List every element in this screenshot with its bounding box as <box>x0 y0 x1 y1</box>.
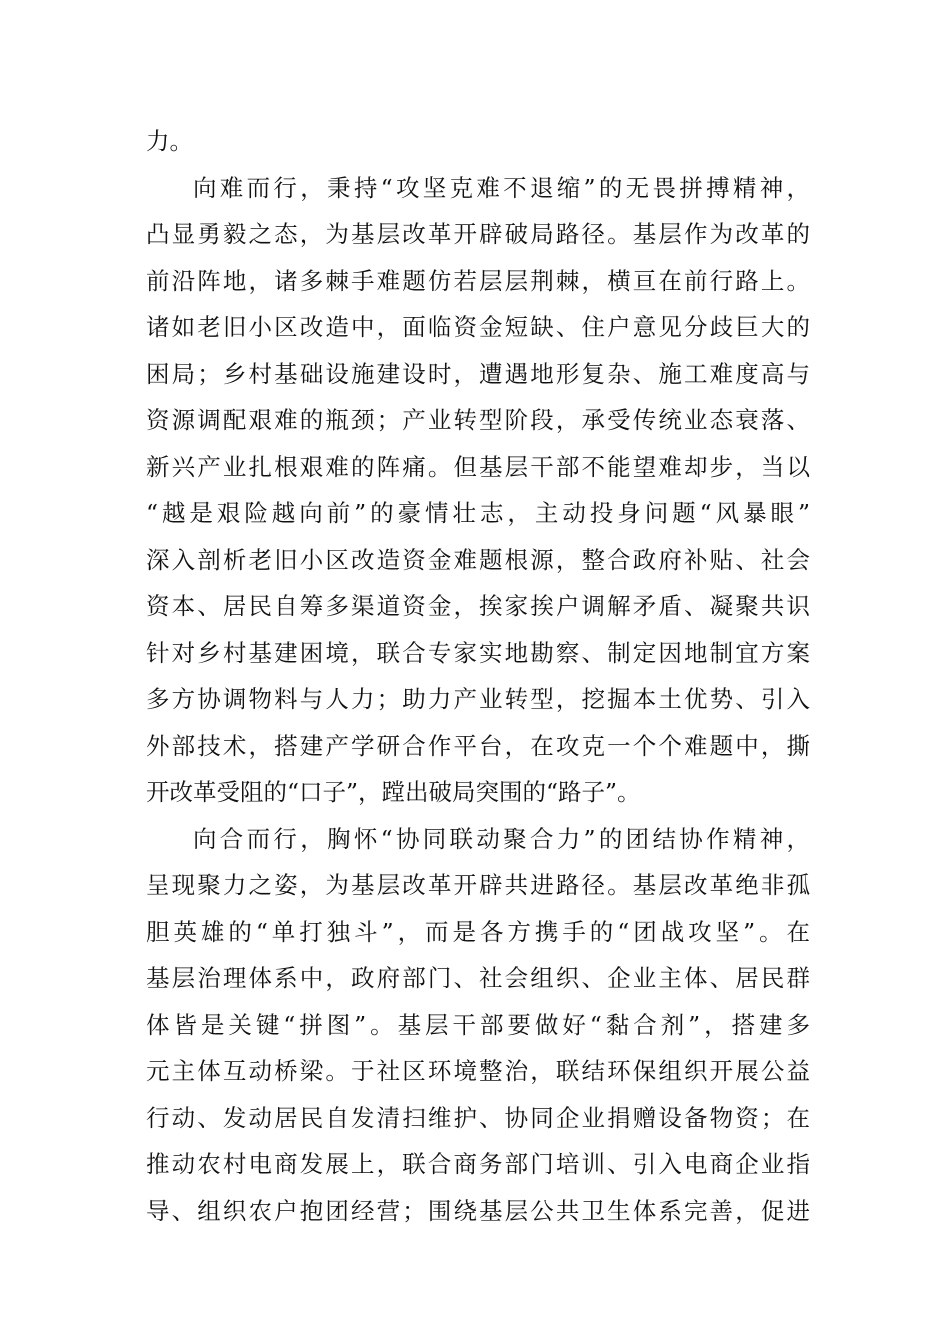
paragraph-line: 多方协调物料与人力；助力产业转型，挖掘本土优势、引入 <box>146 685 810 713</box>
paragraph-line: 基层治理体系中，政府部门、社会组织、企业主体、居民群 <box>146 964 810 992</box>
paragraph-line: 体皆是关键“拼图”。基层干部要做好“黏合剂”，搭建多 <box>146 1010 810 1039</box>
paragraph-line: 向难而行，秉持“攻坚克难不退缩”的无畏拼搏精神， <box>193 173 810 202</box>
paragraph-line: 诸如老旧小区改造中，面临资金短缺、住户意见分歧巨大的 <box>146 313 810 341</box>
paragraph-line: 前沿阵地，诸多棘手难题仿若层层荆棘，横亘在前行路上。 <box>146 266 810 295</box>
paragraph-line: 行动、发动居民自发清扫维护、协同企业捐赠设备物资；在 <box>146 1103 810 1132</box>
paragraph-line: 外部技术，搭建产学研合作平台，在攻克一个个难题中，撕 <box>146 731 810 760</box>
paragraph-line: 针对乡村基建困境，联合专家实地勘察、制定因地制宜方案 <box>146 638 810 667</box>
paragraph-line: 开改革受阻的“口子”，蹚出破局突围的“路子”。 <box>146 778 641 806</box>
paragraph-line: 导、组织农户抱团经营；围绕基层公共卫生体系完善，促进 <box>146 1196 810 1225</box>
paragraph-line: “越是艰险越向前”的豪情壮志，主动投身问题“风暴眼” <box>146 499 810 527</box>
paragraph-line: 凸显勇毅之态，为基层改革开辟破局路径。基层作为改革的 <box>146 220 810 248</box>
paragraph-line: 深入剖析老旧小区改造资金难题根源，整合政府补贴、社会 <box>146 545 810 574</box>
paragraph-line: 资源调配艰难的瓶颈；产业转型阶段，承受传统业态衰落、 <box>146 406 810 434</box>
paragraph-line: 呈现聚力之姿，为基层改革开辟共进路径。基层改革绝非孤 <box>146 871 810 899</box>
body-text <box>146 118 810 1234</box>
paragraph-line: 向合而行，胸怀“协同联动聚合力”的团结协作精神， <box>193 824 810 853</box>
paragraph-line: 困局；乡村基础设施建设时，遭遇地形复杂、施工难度高与 <box>146 359 810 388</box>
paragraph-line: 资本、居民自筹多渠道资金，挨家挨户调解矛盾、凝聚共识 <box>146 592 810 620</box>
paragraph-line: 推动农村电商发展上，联合商务部门培训、引入电商企业指 <box>146 1150 810 1178</box>
paragraph-line: 元主体互动桥梁。于社区环境整治，联结环保组织开展公益 <box>146 1057 810 1085</box>
paragraph-line: 新兴产业扎根艰难的阵痛。但基层干部不能望难却步，当以 <box>146 452 810 481</box>
paragraph-line: 力。 <box>146 127 193 155</box>
paragraph-line: 胆英雄的“单打独斗”，而是各方携手的“团战攻坚”。在 <box>146 917 810 946</box>
